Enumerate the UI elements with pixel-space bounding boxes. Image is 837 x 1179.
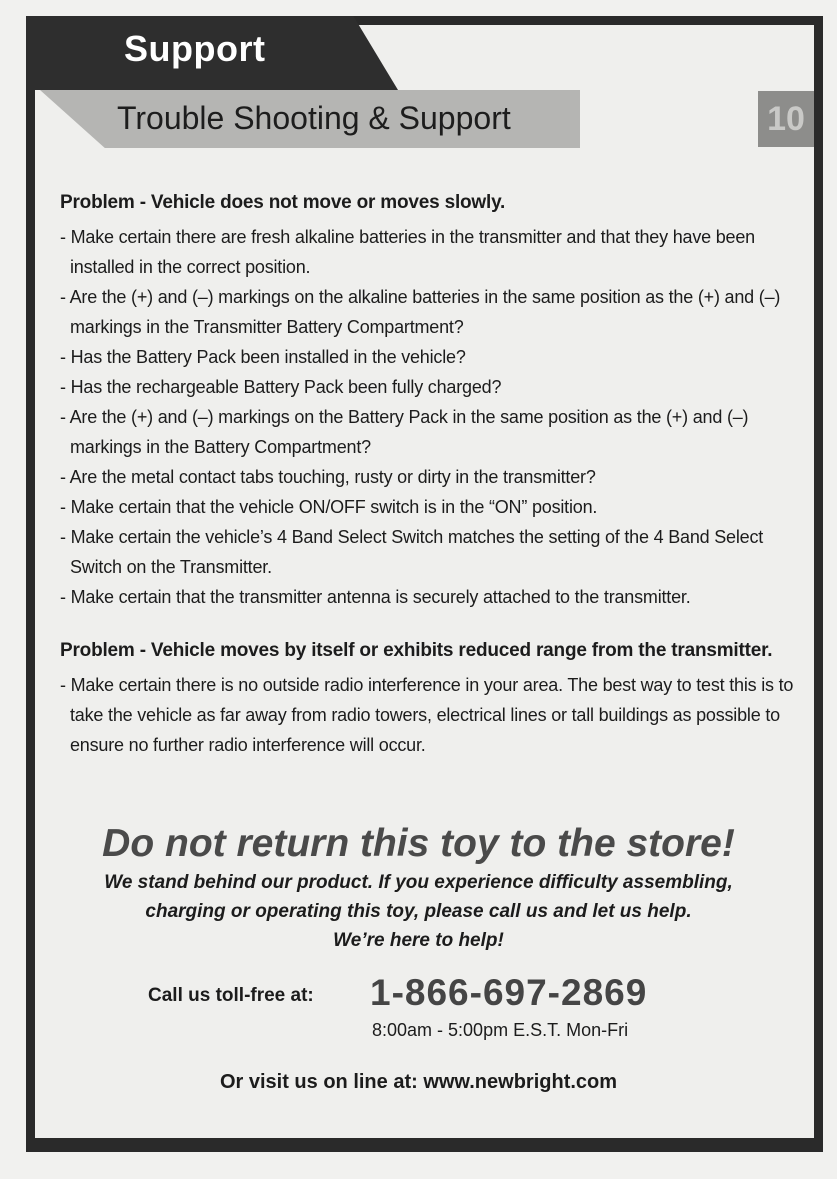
list-item: - Are the (+) and (–) markings on the alkaline batteries in the same position as the (+) and (–) markings in the Transmitter Battery Compartment? <box>60 287 781 337</box>
list-item: - Are the (+) and (–) markings on the Battery Pack in the same position as the (+) and (–) markings in the Battery Compartment? <box>60 407 749 457</box>
list-item: - Make certain the vehicle’s 4 Band Select Switch matches the setting of the 4 Band Select Switch on the Transmitter. <box>60 527 764 577</box>
support-hours: 8:00am - 5:00pm E.S.T. Mon-Fri <box>372 1020 629 1040</box>
cta-line-3: We’re here to help! <box>333 930 504 951</box>
problem-section-1 <box>60 192 800 612</box>
phone-number: 1-866-697-2869 <box>370 972 648 1013</box>
list-item: - Make certain that the transmitter antenna is securely attached to the transmitter. <box>60 587 691 607</box>
list-item: - Make certain there is no outside radio interference in your area. The best way to test this is to take the vehicle as far away from radio towers, electrical lines or tall buildings as possible to ensure no further radio interference will occur. <box>60 675 794 755</box>
section-subtitle: Trouble Shooting & Support <box>117 100 511 136</box>
problem-heading: Problem - Vehicle moves by itself or exhibits reduced range from the transmitter. <box>60 640 773 661</box>
call-label: Call us toll-free at: <box>148 985 314 1006</box>
page-title: Support <box>124 28 266 69</box>
page-number-badge: 10 <box>758 91 814 147</box>
problem-section-2 <box>60 640 800 760</box>
list-item: - Has the rechargeable Battery Pack been fully charged? <box>60 377 502 397</box>
website-line: Or visit us on line at: www.newbright.com <box>219 1071 618 1093</box>
list-item: - Has the Battery Pack been installed in the vehicle? <box>60 347 466 367</box>
cta-title: Do not return this toy to the store! <box>102 822 735 865</box>
list-item: - Make certain that the vehicle ON/OFF switch is in the “ON” position. <box>60 497 598 517</box>
bottom-border-bar <box>26 1138 823 1152</box>
cta-line-1: We stand behind our product. If you experience difficulty assembling, <box>104 872 733 893</box>
list-item: - Make certain there are fresh alkaline batteries in the transmitter and that they have been installed in the correct position. <box>60 227 755 277</box>
list-item: - Are the metal contact tabs touching, rusty or dirty in the transmitter? <box>60 467 596 487</box>
cta-line-2: charging or operating this toy, please call us and let us help. <box>145 901 692 922</box>
section-spacer <box>60 612 800 640</box>
troubleshooting-content <box>60 192 800 760</box>
problem-heading: Problem - Vehicle does not move or moves slowly. <box>60 192 506 213</box>
